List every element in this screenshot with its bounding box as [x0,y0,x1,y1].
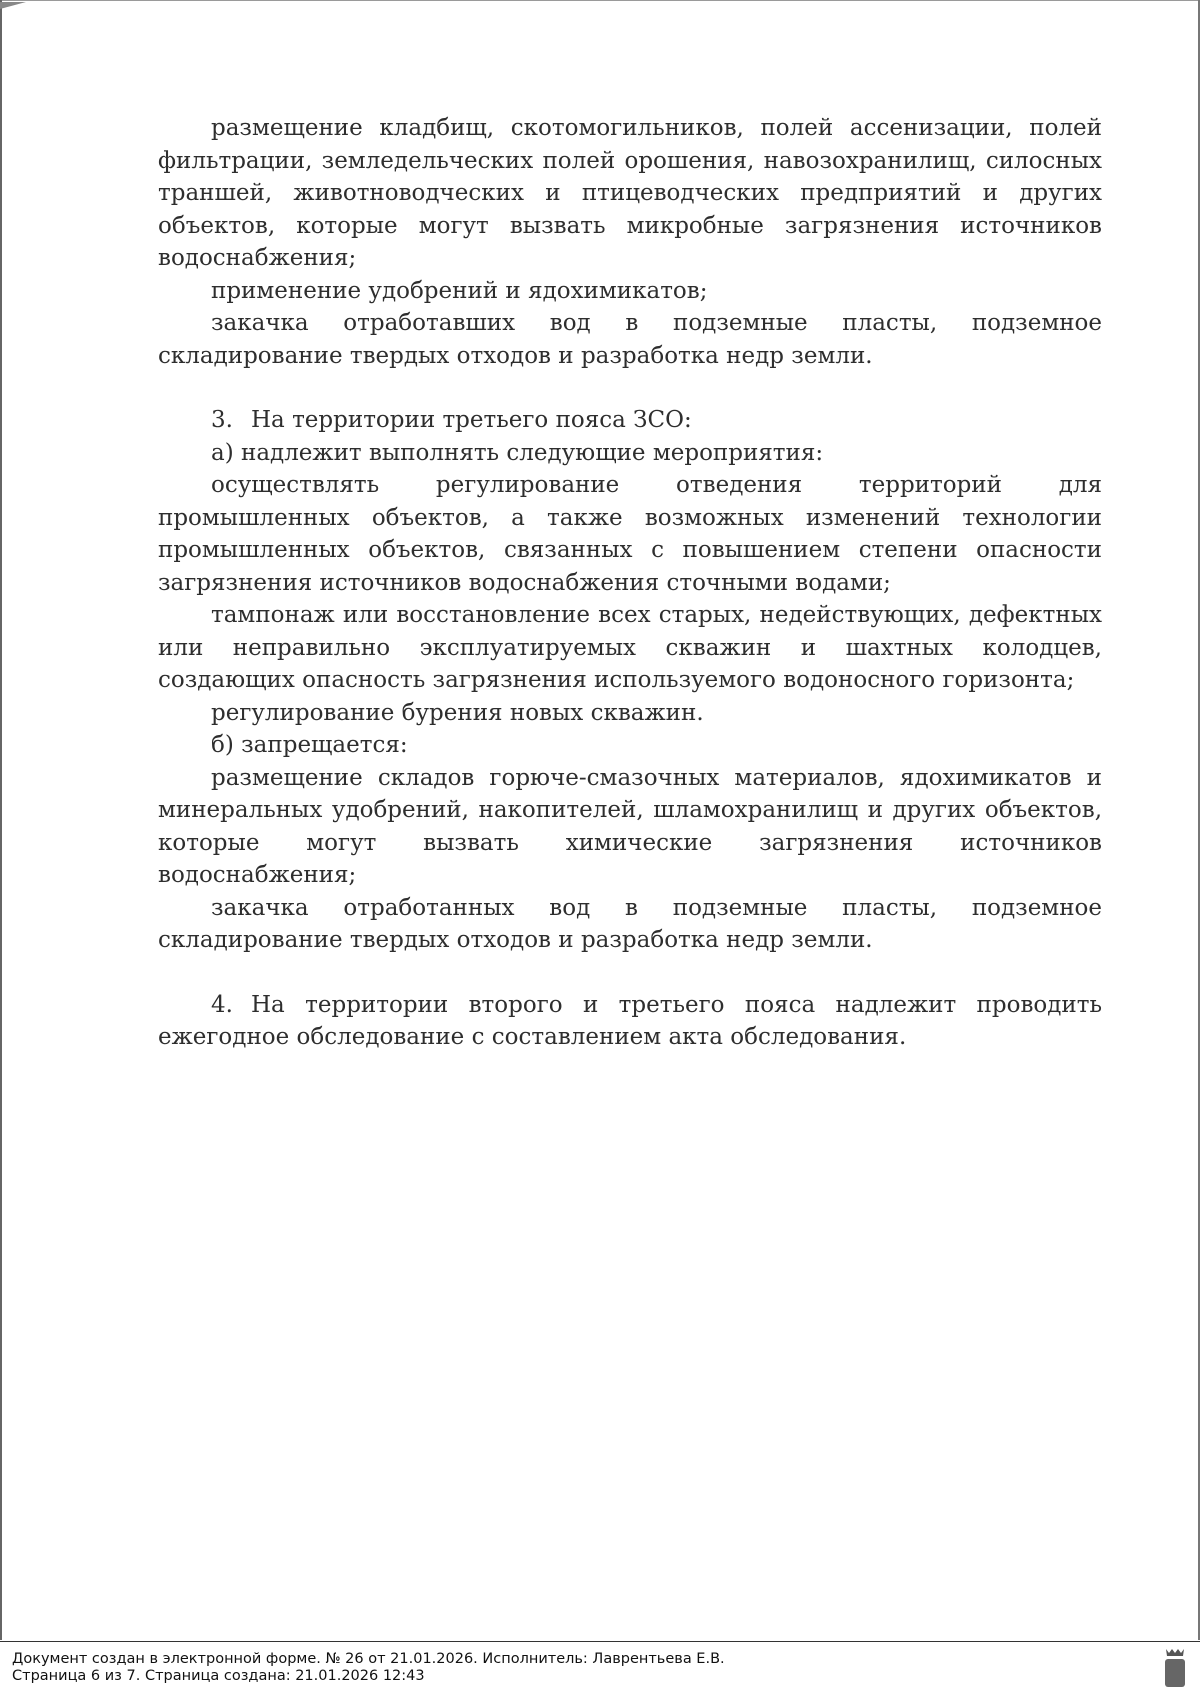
section-number: 4. [211,991,233,1018]
emblem-icon [1162,1647,1188,1689]
paragraph-measures-required: а) надлежит выполнять следующие мероприятия: [211,439,824,466]
document-body [158,112,1102,1054]
section-4-paragraph [158,989,1102,1054]
page-left-edge [0,0,2,1640]
section-number: 3. [211,407,233,433]
section-4-text: На территории второго и третьего пояса надлежит проводить ежегодное обследование с составлением акта обследования. [158,991,1102,1050]
footer-document-info: Документ создан в электронной форме. № 26 от 21.01.2026. Исполнитель: Лаврентьева Е.В. [12,1651,725,1667]
paragraph-regulate-drilling: регулирование бурения новых скважин. [211,699,704,726]
footer-page-info: Страница 6 из 7. Страница создана: 21.01.2026 12:43 [12,1668,425,1684]
paragraph-prohibited: б) запрещается: [211,732,408,758]
page-top-edge [0,0,1200,1]
document-footer [0,1641,1200,1699]
paragraph-fertilizers: применение удобрений и ядохимикатов; [211,277,708,304]
footer-metadata [12,1651,725,1685]
paragraph-placement-warehouses: размещение складов горюче-смазочных материалов, ядохимикатов и минеральных удобрений, накопителей, шламохранилищ и других объектов, которые могут вызвать химические загрязнения источников водоснабжения; [158,764,1102,888]
paragraph-injection-spent-water: закачка отработанных вод в подземные пласты, подземное складирование твердых отходов и разработка недр земли. [158,894,1102,953]
paragraph-regulate-allotment: осуществлять регулирование отведения территорий для промышленных объектов, а также возможных изменений технологии промышленных объектов, связанных с повышением степени опасности загрязнения источников водоснабжения сточными водами; [158,472,1102,596]
section-heading-text: На территории третьего пояса ЗСО: [251,407,692,433]
section-3-heading [158,404,1102,437]
paragraph-plugging-wells: тампонаж или восстановление всех старых, недействующих, дефектных или неправильно эксплуатируемых скважин и шахтных колодцев, создающих опасность загрязнения используемого водоносного горизонта; [158,602,1102,693]
scan-corner-mark [0,2,26,9]
paragraph-injection-waste-water: закачка отработавших вод в подземные пласты, подземное складирование твердых отходов и разработка недр земли. [158,310,1102,369]
paragraph-placement-cemeteries: размещение кладбищ, скотомогильников, полей ассенизации, полей фильтрации, земледельческих полей орошения, навозохранилищ, силосных траншей, животноводческих и птицеводческих предприятий и других объектов, которые могут вызвать микробные загрязнения источников водоснабжения; [158,115,1102,271]
